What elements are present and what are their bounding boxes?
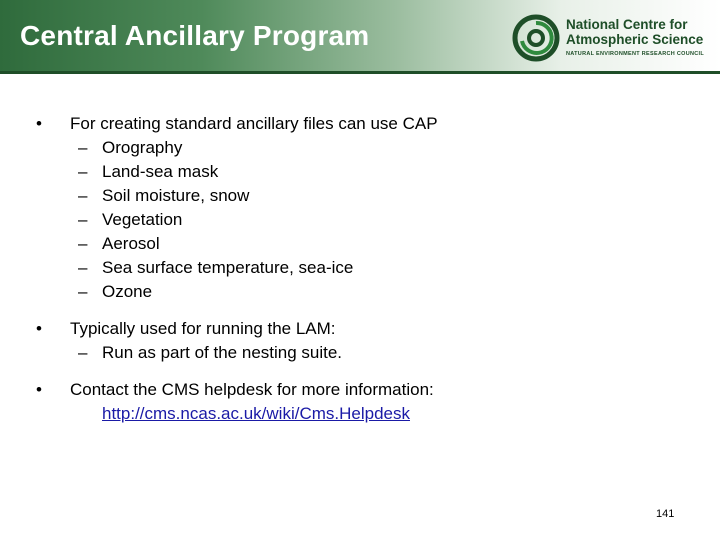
helpdesk-link[interactable]: http://cms.ncas.ac.uk/wiki/Cms.Helpdesk [102, 404, 410, 423]
sub-item: Run as part of the nesting suite. [102, 343, 343, 362]
sub-item: Sea surface temperature, sea-ice [102, 258, 354, 277]
dash-marker: – [78, 138, 88, 157]
sub-item: Aerosol [102, 234, 160, 253]
sub-item: Ozone [102, 282, 153, 301]
dash-marker: – [78, 282, 88, 301]
bullet-marker: • [36, 114, 42, 133]
bullet-1-text: For creating standard ancillary files can use CAP [70, 114, 438, 133]
dash-marker: – [78, 234, 88, 253]
bullet-marker: • [36, 319, 42, 338]
sub-item: Orography [102, 138, 183, 157]
dash-marker: – [78, 186, 88, 205]
logo-name-line-1: National Centre for [566, 17, 688, 32]
sub-item: Soil moisture, snow [102, 186, 250, 205]
sub-item: Vegetation [102, 210, 183, 229]
dash-marker: – [78, 343, 88, 362]
logo-subtitle: NATURAL ENVIRONMENT RESEARCH COUNCIL [566, 51, 705, 57]
dash-marker: – [78, 210, 88, 229]
bullet-3-text: Contact the CMS helpdesk for more information: [70, 380, 434, 399]
bullet-2-text: Typically used for running the LAM: [70, 319, 336, 338]
slide-title: Central Ancillary Program [20, 20, 370, 51]
dash-marker: – [78, 162, 88, 181]
dash-marker: – [78, 258, 88, 277]
logo-name-line-2: Atmospheric Science [566, 32, 704, 47]
bullet-marker: • [36, 380, 42, 399]
page-number: 141 [656, 508, 675, 520]
sub-item: Land-sea mask [102, 162, 219, 181]
